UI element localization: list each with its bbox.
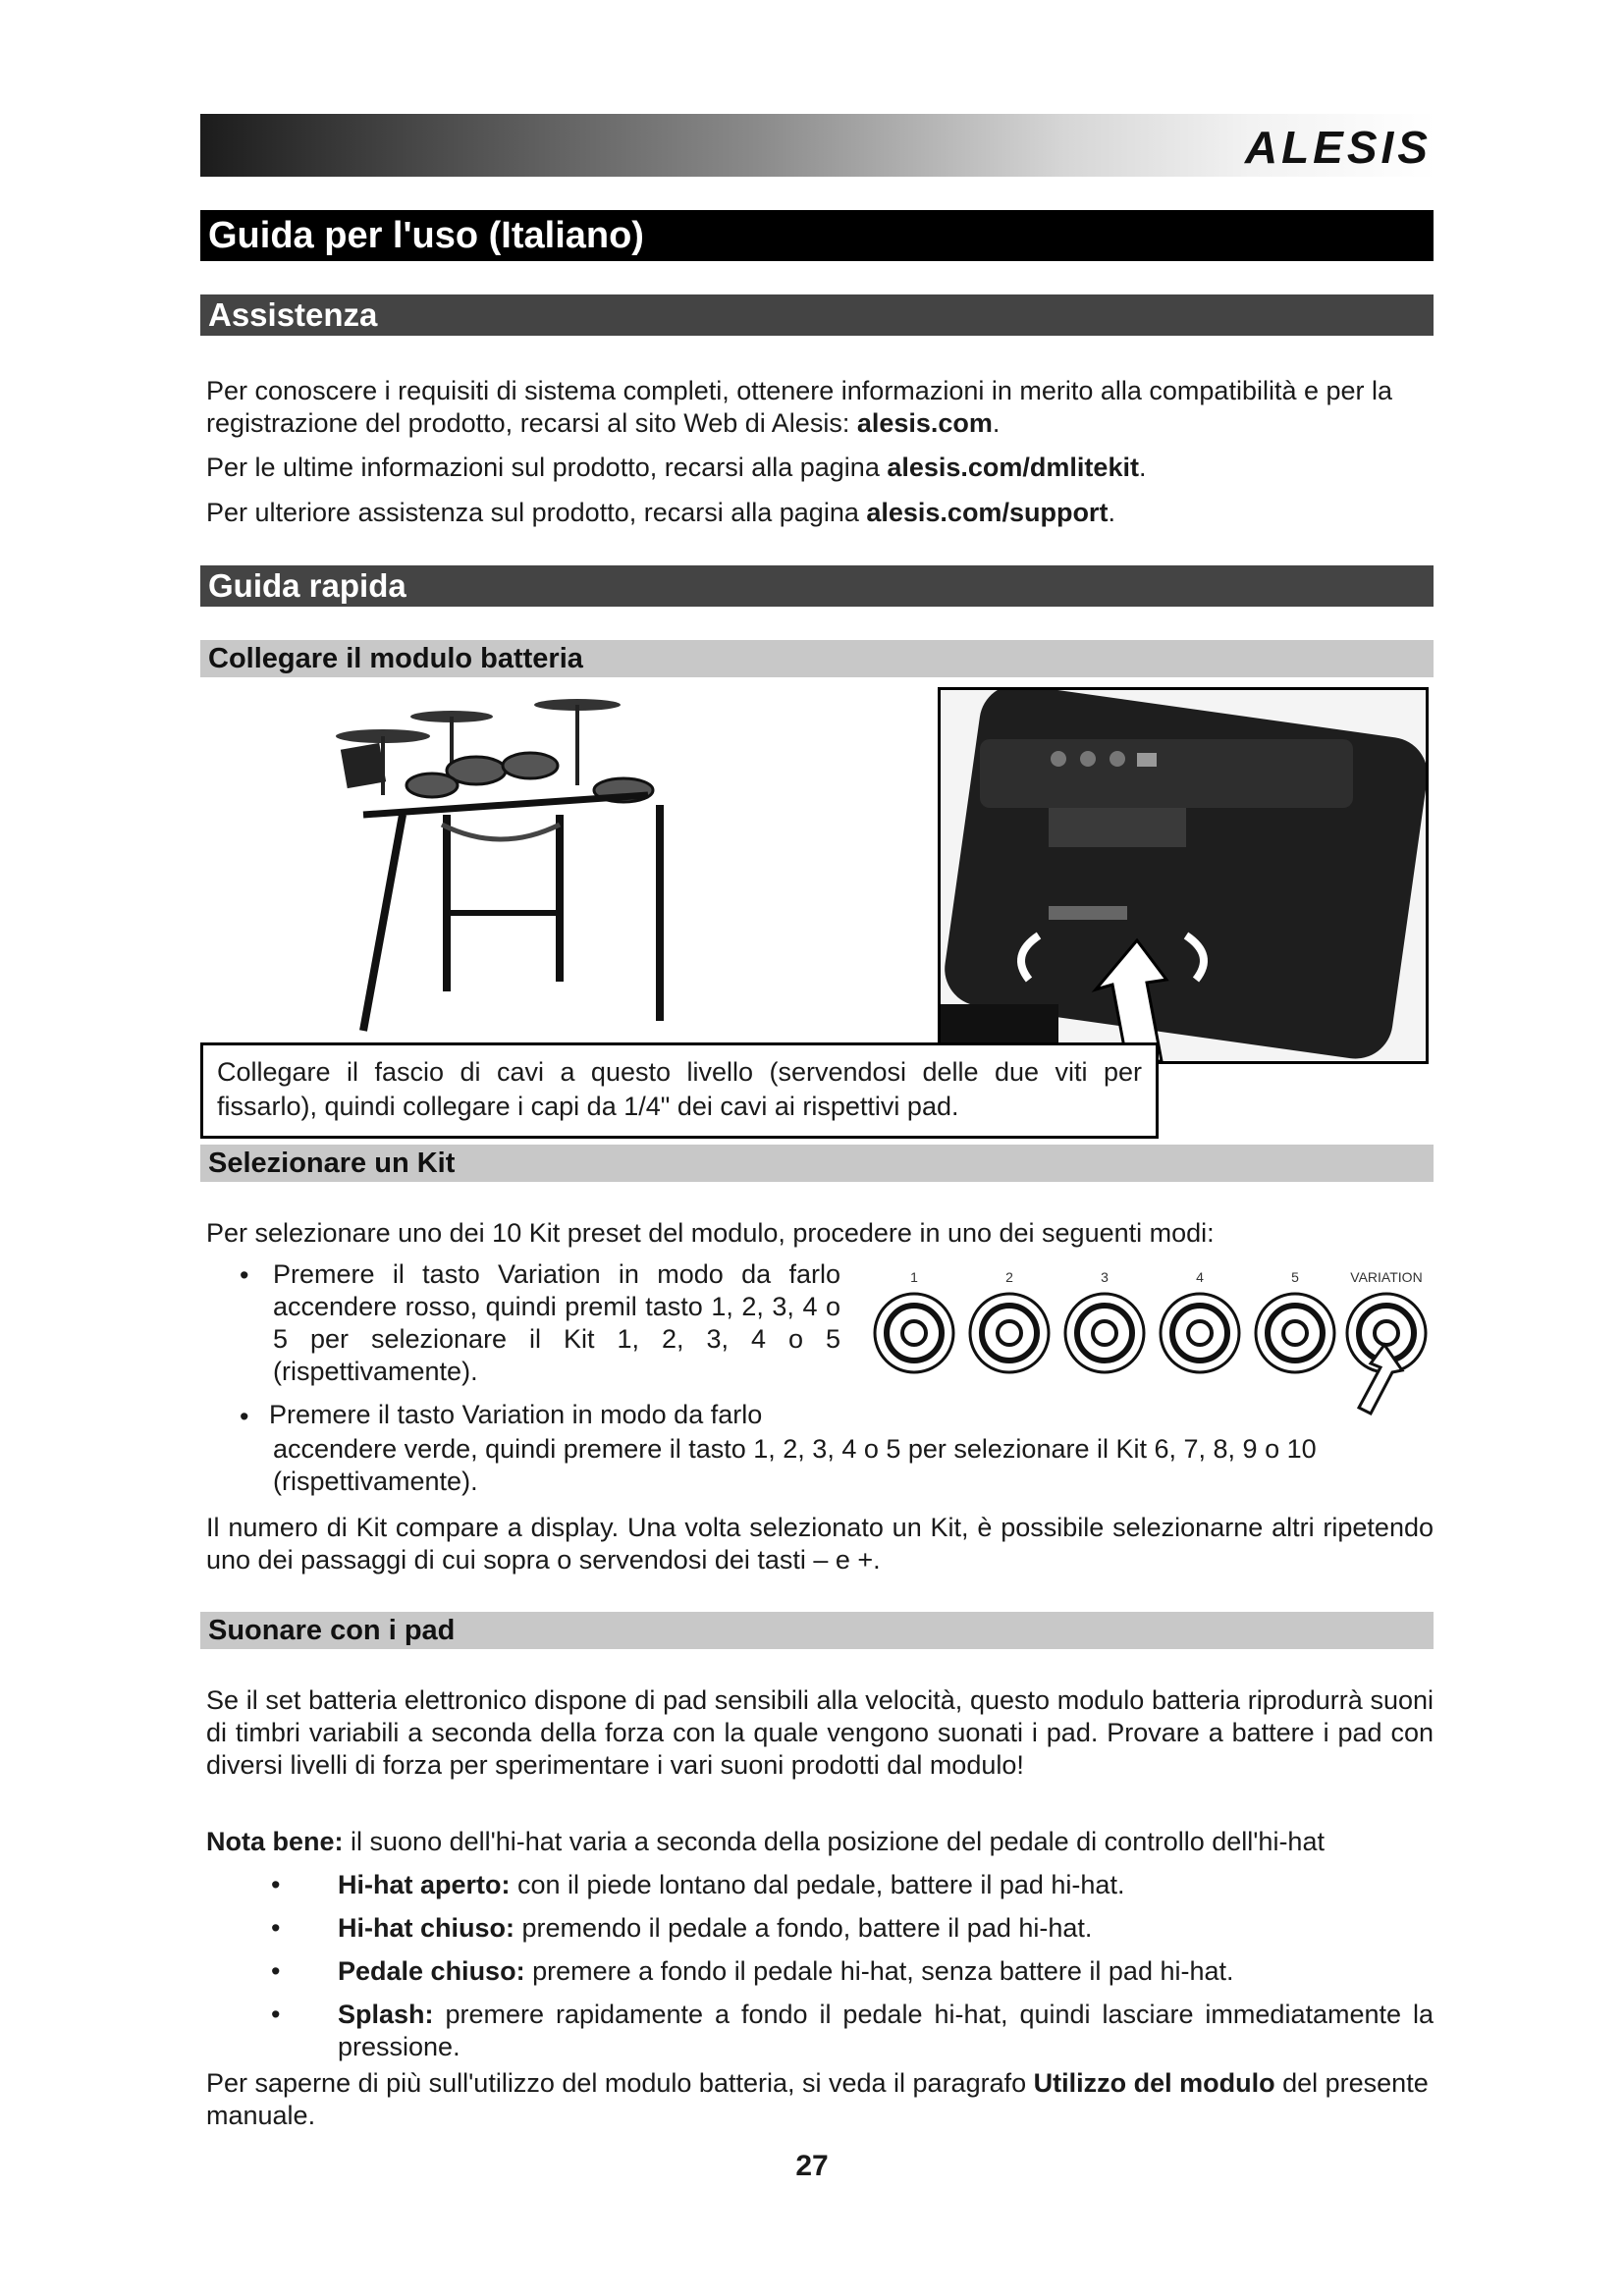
pointer-arrow-icon <box>1359 1345 1402 1414</box>
alesis-logo <box>1168 116 1435 175</box>
assistenza-paragraph-2: Per le ultime informazioni sul prodotto, recarsi alla pagina alesis.com/dmlitekit. <box>206 453 1147 482</box>
selezionare-bullet-2-line-1: Premere il tasto Variation in modo da farlo <box>269 1400 763 1429</box>
button-label-4: 4 <box>1196 1269 1204 1285</box>
kit-buttons-illustration <box>864 1266 1434 1423</box>
drum-kit-illustration <box>324 687 717 1041</box>
selezionare-intro: Per selezionare uno dei 10 Kit preset del modulo, procedere in uno dei seguenti modi: <box>206 1218 1215 1248</box>
bullet-1-dot: • <box>240 1260 249 1290</box>
button-label-2: 2 <box>1005 1269 1013 1285</box>
kit-button-2 <box>970 1294 1049 1372</box>
suonare-paragraph: Se il set batteria elettronico dispone di pad sensibili alla velocità, questo modulo batteria riprodurrà suoni di timbri variabili a seconda della forza con la quale vengono suonati i pad. Provare a battere i pad con diversi livelli di forza per sperimentare i vari suoni prodotti dal modulo! <box>206 1685 1434 1780</box>
link-dmlitekit[interactable]: alesis.com/dmlitekit <box>887 453 1139 482</box>
list-item: • Hi-hat chiuso: premendo il pedale a fondo, battere il pad hi-hat. <box>271 1913 1093 1943</box>
module-connection-photo <box>938 687 1429 1064</box>
button-label-variation: VARIATION <box>1350 1269 1423 1285</box>
kit-button-1 <box>875 1294 953 1372</box>
list-item: • Pedale chiuso: premere a fondo il pedale hi-hat, senza battere il pad hi-hat. <box>271 1956 1234 1986</box>
assistenza-paragraph-3: Per ulteriore assistenza sul prodotto, recarsi alla pagina alesis.com/support. <box>206 498 1115 527</box>
link-alesis-com[interactable]: alesis.com <box>856 408 993 438</box>
selezionare-bullet-2-rest: accendere verde, quindi premere il tasto 1, 2, 3, 4 o 5 per selezionare il Kit 6, 7, 8, 9 o 10 (rispettivamente). <box>273 1434 1317 1496</box>
logo-text: ALESIS <box>1244 122 1432 173</box>
page-number: 27 <box>795 2150 829 2182</box>
kit-button-3 <box>1065 1294 1144 1372</box>
page-title: Guida per l'uso (Italiano) <box>200 210 1434 261</box>
subsection-heading-suonare: Suonare con i pad <box>200 1612 1434 1649</box>
assistenza-paragraph-1: Per conoscere i requisiti di sistema completi, ottenere informazioni in merito alla compatibilità e per la registrazione del prodotto, recarsi al sito Web di Alesis: alesis.com. <box>206 376 1393 438</box>
subsection-heading-collegare: Collegare il modulo batteria <box>200 640 1434 677</box>
selezionare-outro: Il numero di Kit compare a display. Una volta selezionato un Kit, è possibile selezionarne altri ripetendo uno dei passaggi di cui sopra o servendosi dei tasti – e +. <box>206 1513 1434 1575</box>
link-support[interactable]: alesis.com/support <box>866 498 1109 527</box>
nota-bene: Nota bene: il suono dell'hi-hat varia a seconda della posizione del pedale di controllo dell'hi-hat <box>206 1827 1325 1856</box>
button-label-3: 3 <box>1101 1269 1109 1285</box>
subsection-heading-selezionare: Selezionare un Kit <box>200 1145 1434 1182</box>
button-label-1: 1 <box>910 1269 918 1285</box>
kit-button-4 <box>1161 1294 1239 1372</box>
section-heading-assistenza: Assistenza <box>200 294 1434 336</box>
list-item: • Splash: premere rapidamente a fondo il pedale hi-hat, quindi lasciare immediatamente la pressione. <box>271 2000 1434 2061</box>
selezionare-bullet-1: Premere il tasto Variation in modo da farlo accendere rosso, quindi premil tasto 1, 2, 3, 4 o 5 per selezionare il Kit 1, 2, 3, 4 o 5 (rispettivamente). <box>273 1259 840 1386</box>
connection-caption: Collegare il fascio di cavi a questo livello (servendosi delle due viti per fissarlo), quindi collegare i capi da 1/4" dei cavi ai rispettivi pad. <box>200 1042 1159 1139</box>
suonare-final: Per saperne di più sull'utilizzo del modulo batteria, si veda il paragrafo Utilizzo del modulo del presente manuale. <box>206 2068 1429 2130</box>
list-item: • Hi-hat aperto: con il piede lontano dal pedale, battere il pad hi-hat. <box>271 1870 1125 1899</box>
kit-button-5 <box>1256 1294 1334 1372</box>
button-label-5: 5 <box>1291 1269 1299 1285</box>
hihat-list <box>271 1869 1434 2063</box>
bullet-2-dot: • <box>240 1402 249 1431</box>
section-heading-guida-rapida: Guida rapida <box>200 565 1434 607</box>
